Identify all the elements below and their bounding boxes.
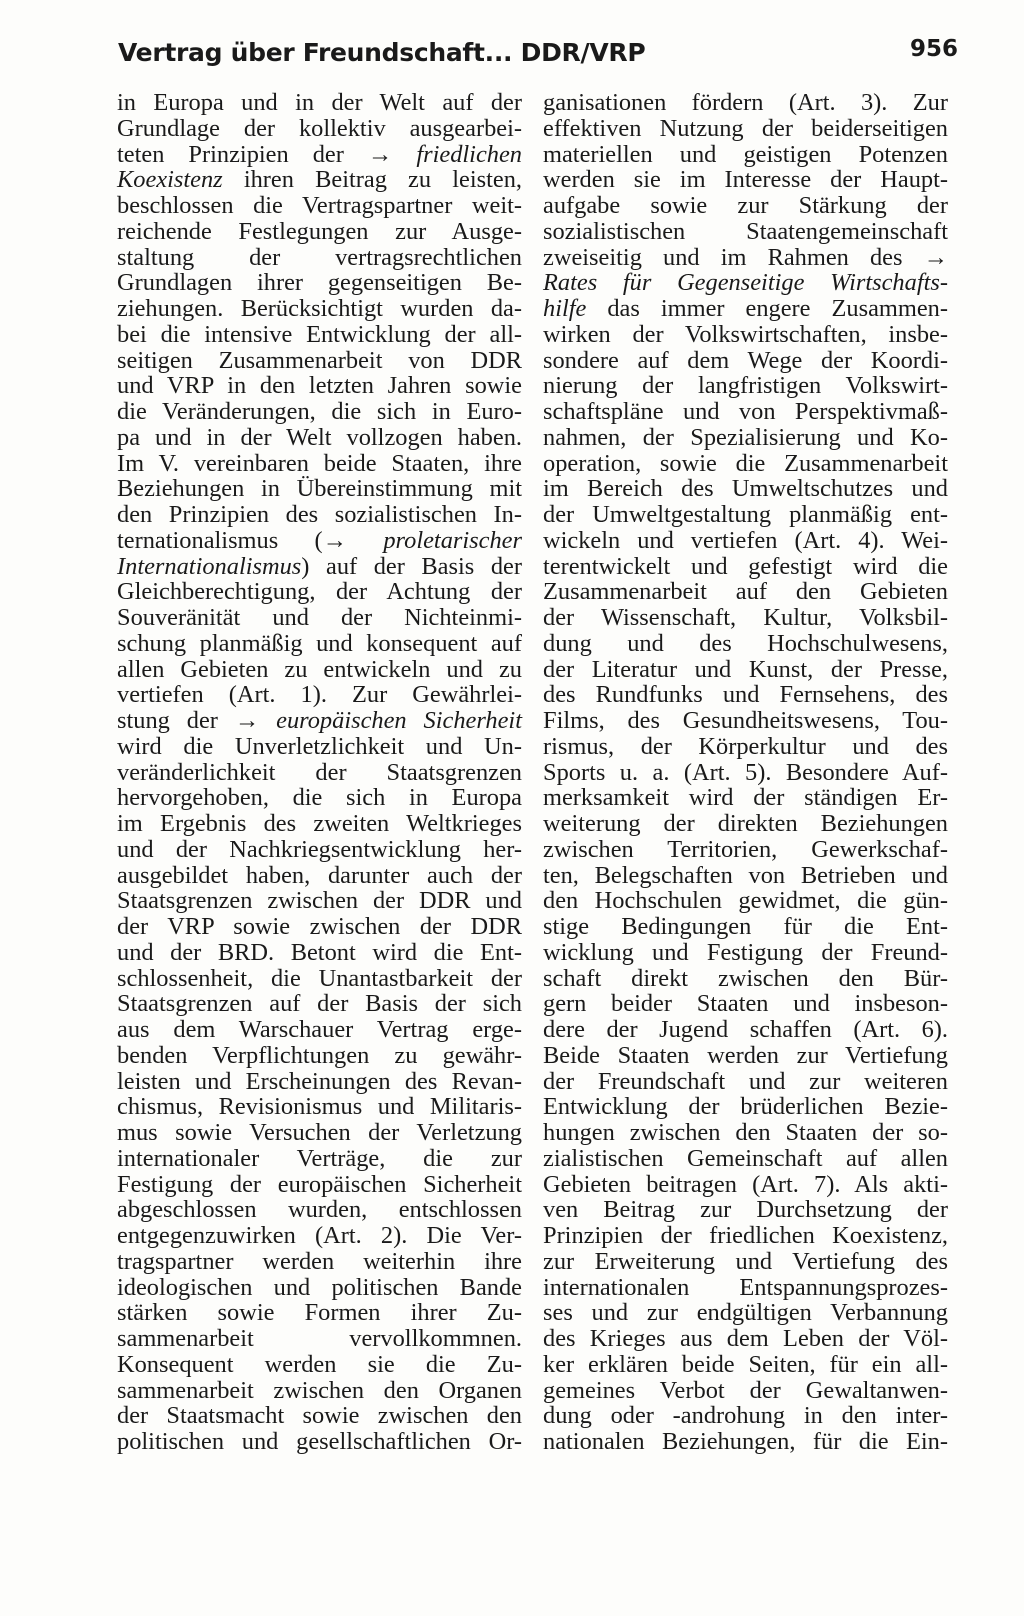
body-text: weiterung der direkten Beziehungen: [543, 810, 948, 837]
body-text: Zusammenarbeit auf den Gebieten: [543, 578, 948, 606]
body-text: im Ergebnis des zweiten Weltkrieges: [117, 810, 522, 837]
text-line: [117, 811, 522, 837]
body-text: reichende Festlegungen zur Ausge-: [117, 217, 522, 245]
text-line: [117, 528, 522, 554]
cross-reference-text: → proletarischer: [322, 526, 522, 554]
body-text: nationalen Beziehungen, für die Ein-: [543, 1428, 948, 1455]
text-line: [543, 1094, 948, 1120]
body-text: stärken sowie Formen ihrer Zu-: [117, 1299, 522, 1327]
text-line: [117, 1172, 522, 1198]
text-line: [543, 193, 948, 219]
cross-reference-text: Rates für Gegenseitige Wirtschafts-: [543, 269, 948, 297]
body-text: merksamkeit wird der ständigen Er-: [543, 784, 948, 812]
body-text: ideologischen und politischen Bande: [117, 1273, 522, 1301]
text-line: [117, 245, 522, 271]
body-text: der Staatsmacht sowie zwischen den: [117, 1402, 522, 1430]
body-text: mus sowie Versuchen der Verletzung: [117, 1119, 522, 1146]
text-line: [543, 1275, 948, 1301]
body-text: das immer engere Zusammen-: [586, 295, 948, 322]
text-line: [543, 760, 948, 786]
text-line: [117, 1043, 522, 1069]
body-text: sondere auf dem Wege der Koordi-: [543, 346, 948, 374]
body-text: Films, des Gesundheitswesens, Tou-: [543, 707, 948, 734]
text-line: [543, 734, 948, 760]
text-line: [543, 682, 948, 708]
running-title: Vertrag über Freundschaft... DDR/VRP: [118, 38, 646, 67]
text-line: [543, 451, 948, 477]
body-text: schaft direkt zwischen den Bür-: [543, 964, 948, 992]
body-text: Beide Staaten werden zur Vertiefung: [543, 1041, 948, 1069]
body-text: pa und in der Welt vollzogen haben.: [117, 423, 522, 451]
text-line: [543, 219, 948, 245]
body-text: der Umweltgestaltung planmäßig ent-: [543, 501, 948, 528]
text-line: [117, 966, 522, 992]
body-text: entgegenzuwirken (Art. 2). Die Ver-: [117, 1222, 522, 1249]
body-text: Gebieten beitragen (Art. 7). Als akti-: [543, 1170, 948, 1198]
text-line: [117, 1378, 522, 1404]
body-text: zwischen Territorien, Gewerkschaf-: [543, 835, 948, 863]
body-text: sozialistischen Staatengemeinschaft: [543, 217, 948, 245]
text-line: [117, 708, 522, 734]
body-text: schung planmäßig und konsequent auf: [117, 629, 522, 657]
body-text: Prinzipien der friedlichen Koexistenz,: [543, 1222, 948, 1249]
text-line: [117, 1223, 522, 1249]
text-line: [543, 142, 948, 168]
cross-reference-text: Internationalismus: [117, 552, 302, 580]
body-text: gern beider Staaten und insbeson-: [543, 990, 948, 1018]
text-line: [117, 1017, 522, 1043]
body-text: den Hochschulen gewidmet, die gün-: [543, 887, 948, 915]
text-line: [543, 966, 948, 992]
text-line: [543, 322, 948, 348]
body-text: des Rundfunks und Fernsehens, des: [543, 681, 948, 709]
text-line: [543, 348, 948, 374]
text-line: [117, 476, 522, 502]
body-text: effektiven Nutzung der beiderseitigen: [543, 114, 948, 142]
text-line: [117, 991, 522, 1017]
body-text: ternationalismus (: [117, 526, 323, 554]
text-line: [117, 270, 522, 296]
body-text: operation, sowie die Zusammenarbeit: [543, 449, 948, 477]
text-line: [543, 1326, 948, 1352]
body-text: die Veränderungen, die sich in Euro-: [117, 398, 522, 425]
body-text: bei die intensive Entwicklung der all-: [117, 320, 522, 348]
body-text: veränderlichkeit der Staatsgrenzen: [117, 758, 522, 786]
text-line: [117, 1094, 522, 1120]
body-text: vertiefen (Art. 1). Zur Gewährlei-: [117, 681, 522, 709]
body-text: nierung der langfristigen Volkswirt-: [543, 372, 948, 400]
body-text: ) auf der Basis der: [301, 552, 522, 580]
body-text: rismus, der Körperkultur und des: [543, 732, 948, 760]
body-text: Gleichberechtigung, der Achtung der: [117, 578, 522, 606]
text-line: [117, 734, 522, 760]
text-line: [117, 863, 522, 889]
body-text: ganisationen fördern (Art. 3). Zur: [543, 89, 948, 116]
text-line: [543, 116, 948, 142]
body-text: aufgabe sowie zur Stärkung der: [543, 192, 948, 219]
text-line: [543, 1378, 948, 1404]
text-line: [117, 1300, 522, 1326]
text-line: [543, 1429, 948, 1455]
text-line: [543, 1146, 948, 1172]
body-text: der VRP sowie zwischen der DDR: [117, 913, 522, 940]
left-text-column: [117, 90, 522, 1455]
body-text: der Wissenschaft, Kultur, Volksbil-: [543, 604, 948, 631]
text-line: [543, 914, 948, 940]
body-text: und VRP in den letzten Jahren sowie: [117, 372, 522, 400]
text-line: [543, 1403, 948, 1429]
text-line: [543, 1249, 948, 1275]
body-text: ten, Belegschaften von Betrieben und: [543, 861, 948, 889]
right-text-column: [543, 90, 948, 1455]
body-text: ihren Beitrag zu leisten,: [222, 166, 522, 194]
text-line: [543, 476, 948, 502]
body-text: schaftspläne und von Perspektivmaß-: [543, 398, 948, 425]
text-line: [117, 116, 522, 142]
body-text: wirken der Volkswirtschaften, insbe-: [543, 320, 948, 348]
text-line: [117, 1403, 522, 1429]
body-text: der Freundschaft und zur weiteren: [543, 1067, 948, 1095]
text-line: [117, 914, 522, 940]
text-line: [117, 167, 522, 193]
text-line: [117, 193, 522, 219]
text-line: [543, 1300, 948, 1326]
body-text: aus dem Warschauer Vertrag erge-: [117, 1016, 522, 1043]
text-line: [117, 579, 522, 605]
text-line: [117, 785, 522, 811]
text-line: [543, 888, 948, 914]
text-line: [117, 425, 522, 451]
text-line: [117, 888, 522, 914]
body-text: materiellen und geistigen Potenzen: [543, 140, 948, 168]
body-text: und der Nachkriegsentwicklung her-: [117, 835, 522, 863]
text-line: [543, 167, 948, 193]
text-line: [543, 1017, 948, 1043]
cross-reference-text: Koexistenz: [117, 166, 223, 194]
text-line: [543, 1043, 948, 1069]
cross-reference-text: hilfe: [543, 295, 587, 322]
text-line: [543, 863, 948, 889]
text-line: [117, 1429, 522, 1455]
body-text: internationaler Verträge, die zur: [117, 1144, 522, 1172]
text-line: [543, 1172, 948, 1198]
text-line: [543, 605, 948, 631]
body-text: hungen zwischen den Staaten der so-: [543, 1119, 948, 1146]
body-text: Staatsgrenzen zwischen der DDR und: [117, 887, 522, 915]
body-text: zur Erweiterung und Vertiefung des: [543, 1247, 948, 1275]
body-text: der Literatur und Kunst, der Presse,: [543, 655, 948, 683]
text-line: [117, 837, 522, 863]
text-line: [543, 373, 948, 399]
body-text: staltung der vertragsrechtlichen: [117, 243, 522, 271]
text-line: [117, 760, 522, 786]
body-text: Grundlage der kollektiv ausgearbei-: [117, 114, 522, 142]
body-text: Im V. vereinbaren beide Staaten, ihre: [117, 449, 522, 477]
text-line: [117, 940, 522, 966]
text-line: [543, 991, 948, 1017]
body-text: Sports u. a. (Art. 5). Besondere Auf-: [543, 758, 948, 786]
text-line: [117, 1120, 522, 1146]
text-line: [543, 296, 948, 322]
text-line: [117, 142, 522, 168]
text-line: [543, 528, 948, 554]
text-line: [543, 399, 948, 425]
text-line: [543, 785, 948, 811]
cross-reference-text: → friedlichen: [367, 140, 522, 168]
text-line: [117, 322, 522, 348]
text-line: [117, 502, 522, 528]
body-text: gemeines Verbot der Gewaltanwen-: [543, 1376, 948, 1404]
body-text: Staatsgrenzen auf der Basis der sich: [117, 990, 522, 1018]
text-line: [543, 1223, 948, 1249]
body-text: wickeln und vertiefen (Art. 4). Wei-: [543, 526, 948, 554]
body-text: terentwickelt und gefestigt wird die: [543, 552, 948, 580]
text-line: [117, 1326, 522, 1352]
text-line: [543, 940, 948, 966]
body-text: ker erklären beide Seiten, für ein all-: [543, 1350, 948, 1378]
body-text: politischen und gesellschaftlichen Or-: [117, 1428, 522, 1455]
text-line: [543, 837, 948, 863]
body-text: sammenarbeit zwischen den Organen: [117, 1376, 522, 1404]
body-text: nahmen, der Spezialisierung und Ko-: [543, 423, 948, 451]
body-text: ven Beitrag zur Durchsetzung der: [543, 1196, 948, 1224]
body-text: allen Gebieten zu entwickeln und zu: [117, 655, 522, 683]
text-line: [117, 1352, 522, 1378]
page-number: 956: [909, 36, 958, 62]
body-text: werden sie im Interesse der Haupt-: [543, 166, 948, 194]
text-line: [543, 708, 948, 734]
body-text: ses und zur endgültigen Verbannung: [543, 1299, 948, 1327]
body-text: seitigen Zusammenarbeit von DDR: [117, 346, 522, 374]
text-line: [117, 657, 522, 683]
text-line: [117, 1275, 522, 1301]
text-line: [117, 451, 522, 477]
body-text: beschlossen die Vertragspartner weit-: [117, 192, 522, 219]
text-line: [543, 1069, 948, 1095]
body-text: Festigung der europäischen Sicherheit: [117, 1170, 522, 1198]
body-text: teten Prinzipien der: [117, 140, 368, 168]
body-text: chismus, Revisionismus und Militaris-: [117, 1093, 522, 1121]
body-text: und der BRD. Betont wird die Ent-: [117, 938, 522, 966]
text-line: [117, 631, 522, 657]
body-text: stung der: [117, 707, 235, 734]
text-line: [543, 1197, 948, 1223]
cross-reference-text: → europäischen Sicherheit: [234, 707, 522, 734]
body-text: den Prinzipien des sozialistischen In-: [117, 501, 522, 528]
body-text: internationalen Entspannungsprozes-: [543, 1273, 948, 1301]
text-line: [543, 631, 948, 657]
text-line: [543, 270, 948, 296]
body-text: Konsequent werden sie die Zu-: [117, 1350, 522, 1378]
text-line: [117, 1069, 522, 1095]
body-text: benden Verpflichtungen zu gewähr-: [117, 1041, 522, 1069]
text-line: [543, 811, 948, 837]
text-line: [543, 1352, 948, 1378]
body-text: tragspartner werden weiterhin ihre: [117, 1247, 522, 1275]
text-line: [117, 399, 522, 425]
body-text: ausgebildet haben, darunter auch der: [117, 861, 522, 889]
text-line: [117, 1146, 522, 1172]
body-text: ziehungen. Berücksichtigt wurden da-: [117, 295, 522, 322]
body-text: zialistischen Gemeinschaft auf allen: [543, 1144, 948, 1172]
body-text: Souveränität und der Nichteinmi-: [117, 604, 522, 631]
body-text: wird die Unverletzlichkeit und Un-: [117, 732, 522, 760]
text-line: [543, 245, 948, 271]
body-text: stige Bedingungen für die Ent-: [543, 913, 948, 940]
text-line: [117, 219, 522, 245]
text-line: [117, 605, 522, 631]
text-line: [117, 1197, 522, 1223]
text-line: [543, 90, 948, 116]
body-text: wicklung und Festigung der Freund-: [543, 938, 948, 966]
text-line: [543, 657, 948, 683]
text-line: [117, 296, 522, 322]
body-text: schlossenheit, die Unantastbarkeit der: [117, 964, 522, 992]
body-text: Beziehungen in Übereinstimmung mit: [117, 475, 522, 503]
text-line: [543, 1120, 948, 1146]
text-line: [117, 373, 522, 399]
body-text: in Europa und in der Welt auf der: [117, 89, 522, 116]
text-line: [543, 554, 948, 580]
body-text: des Krieges aus dem Leben der Völ-: [543, 1325, 948, 1352]
text-line: [543, 579, 948, 605]
body-text: dere der Jugend schaffen (Art. 6).: [543, 1016, 948, 1043]
body-text: im Bereich des Umweltschutzes und: [543, 475, 948, 503]
body-text: Grundlagen ihrer gegenseitigen Be-: [117, 269, 522, 297]
body-text: dung und des Hochschulwesens,: [543, 629, 948, 657]
body-text: leisten und Erscheinungen des Revan-: [117, 1067, 522, 1095]
body-text: zweiseitig und im Rahmen des →: [543, 243, 948, 271]
body-text: abgeschlossen wurden, entschlossen: [117, 1196, 522, 1224]
body-text: dung oder -androhung in den inter-: [543, 1402, 948, 1430]
text-line: [543, 425, 948, 451]
text-line: [117, 1249, 522, 1275]
body-text: sammenarbeit vervollkommnen.: [117, 1325, 522, 1352]
text-line: [543, 502, 948, 528]
body-text: Entwicklung der brüderlichen Bezie-: [543, 1093, 948, 1121]
text-line: [117, 90, 522, 116]
text-line: [117, 682, 522, 708]
text-line: [117, 554, 522, 580]
body-text: hervorgehoben, die sich in Europa: [117, 784, 522, 812]
text-line: [117, 348, 522, 374]
